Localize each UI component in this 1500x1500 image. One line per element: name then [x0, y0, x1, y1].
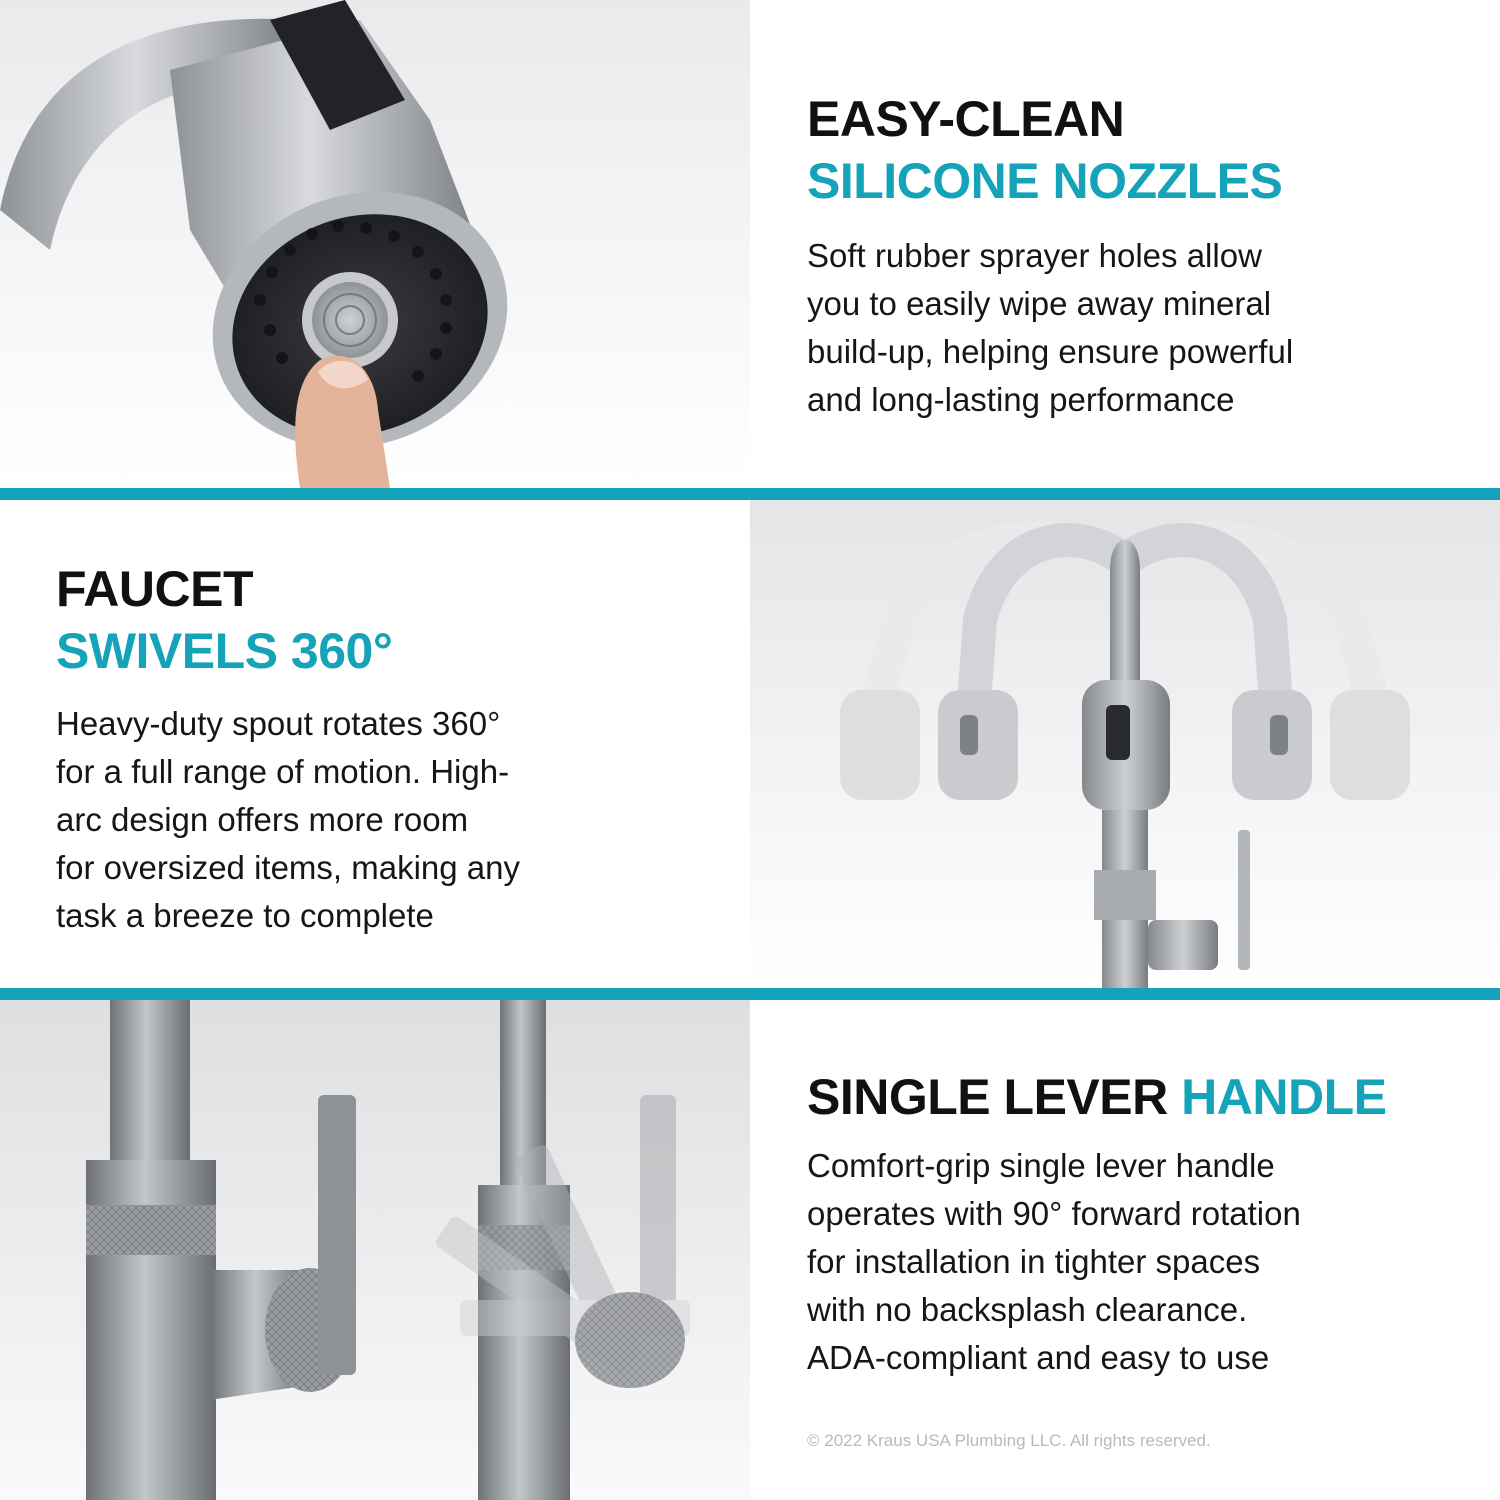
nozzles-description-line: you to easily wipe away mineral [807, 285, 1272, 322]
section-divider [0, 988, 1500, 1000]
nozzles-description-line: Soft rubber sprayer holes allow [807, 237, 1262, 274]
handle-description-line: Comfort-grip single lever handle [807, 1147, 1275, 1184]
swivel-description-line: for a full range of motion. High- [56, 753, 510, 790]
lever-handle-photo [0, 1000, 750, 1500]
handle-heading [807, 1066, 1386, 1128]
handle-description [807, 1142, 1386, 1382]
swivel-description-line: task a breeze to complete [56, 897, 434, 934]
swivel-heading-line1: FAUCET [56, 561, 253, 617]
handle-description-line: with no backsplash clearance. [807, 1291, 1248, 1328]
feature-section-nozzles [0, 0, 1500, 488]
handle-heading-accent: HANDLE [1181, 1069, 1387, 1125]
swivel-heading [56, 558, 520, 682]
swivel-text [56, 558, 520, 940]
swivel-description [56, 700, 520, 940]
handle-description-line: for installation in tighter spaces [807, 1243, 1261, 1280]
nozzles-description-line: build-up, helping ensure powerful [807, 333, 1294, 370]
handle-text [807, 1066, 1386, 1382]
swivel-description-line: arc design offers more room [56, 801, 469, 838]
swivel-heading-line2: SWIVELS 360° [56, 623, 393, 679]
nozzles-description [807, 232, 1293, 424]
nozzles-description-line: and long-lasting performance [807, 381, 1235, 418]
copyright-notice: © 2022 Kraus USA Plumbing LLC. All rights reserved. [807, 1431, 1211, 1450]
faucet-swivel-photo [750, 500, 1500, 988]
swivel-description-line: for oversized items, making any [56, 849, 521, 886]
feature-section-swivel [0, 500, 1500, 988]
nozzles-heading-line2: SILICONE NOZZLES [807, 153, 1283, 209]
nozzles-heading [807, 88, 1293, 212]
swivel-description-line: Heavy-duty spout rotates 360° [56, 705, 501, 742]
feature-section-handle [0, 1000, 1500, 1500]
handle-description-line: ADA-compliant and easy to use [807, 1339, 1270, 1376]
nozzles-heading-line1: EASY-CLEAN [807, 91, 1125, 147]
handle-heading-dark: SINGLE LEVER [807, 1069, 1168, 1125]
handle-description-line: operates with 90° forward rotation [807, 1195, 1301, 1232]
nozzles-text [807, 88, 1293, 424]
section-divider [0, 488, 1500, 500]
sprayer-head-photo [0, 0, 750, 488]
